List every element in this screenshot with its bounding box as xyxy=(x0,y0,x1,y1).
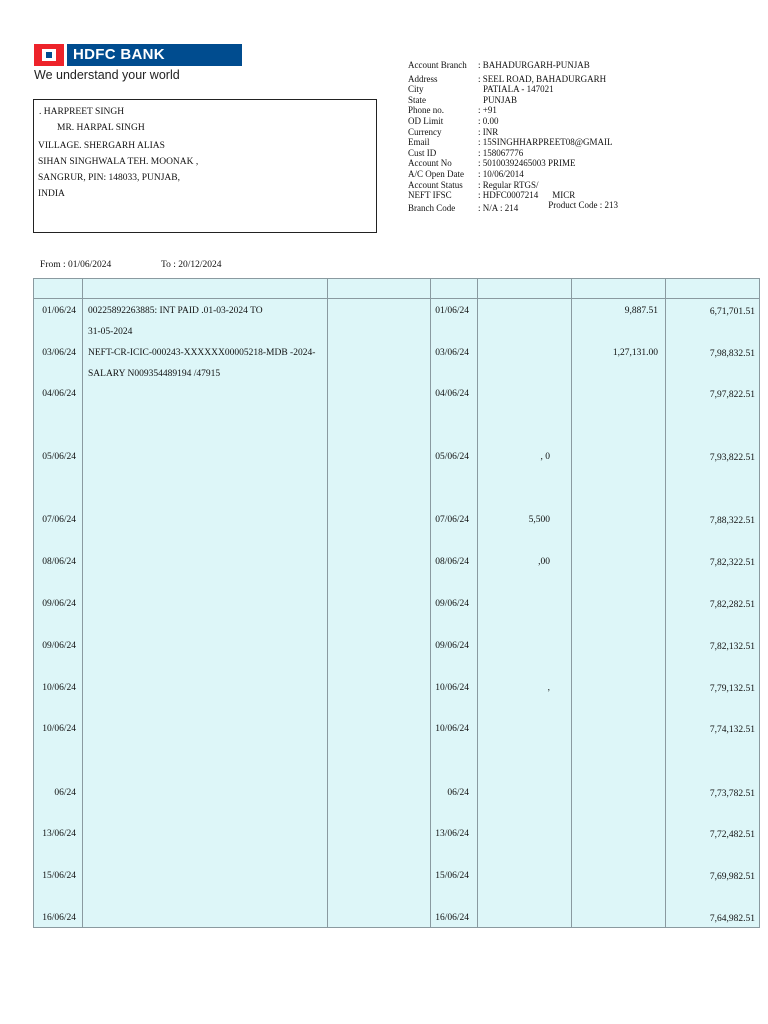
txn-balance: 7,74,132.51 xyxy=(709,725,755,735)
state-value: PUNJAB xyxy=(483,94,518,105)
currency-value: : INR xyxy=(478,126,499,137)
txn-date: 16/06/24 xyxy=(42,913,76,923)
txn-value-date: 08/06/24 xyxy=(435,557,469,567)
txn-balance: 7,72,482.51 xyxy=(709,830,755,840)
transactions-table xyxy=(33,278,760,928)
neft-ifsc-value: : HDFC0007214 xyxy=(478,190,539,201)
txn-date: 06/24 xyxy=(54,788,76,798)
address-line: INDIA xyxy=(38,189,65,199)
hdfc-logo-mark xyxy=(34,44,64,66)
txn-value-date: 10/06/24 xyxy=(435,683,469,693)
address-line: SIHAN SINGHWALA TEH. MOONAK , xyxy=(38,157,199,167)
open-date-value: : 10/06/2014 xyxy=(478,168,524,179)
account-status-value: : Regular RTGS/ xyxy=(478,179,539,190)
od-limit-value: : 0.00 xyxy=(478,115,499,126)
txn-value-date: 09/06/24 xyxy=(435,599,469,609)
account-status-label: Account Status xyxy=(408,179,463,190)
txn-value-date: 03/06/24 xyxy=(435,348,469,358)
txn-withdrawal: ,00 xyxy=(538,557,550,567)
txn-value-date: 15/06/24 xyxy=(435,871,469,881)
neft-ifsc-label: NEFT IFSC xyxy=(408,190,452,201)
customer-guardian: MR. HARPAL SINGH xyxy=(57,123,145,133)
address-label: Address xyxy=(408,73,438,84)
column-divider xyxy=(430,279,431,927)
period-to: To : 20/12/2024 xyxy=(161,260,222,270)
txn-value-date: 07/06/24 xyxy=(435,515,469,525)
txn-date: 09/06/24 xyxy=(42,641,76,651)
phone-label: Phone no. xyxy=(408,105,444,116)
txn-date: 07/06/24 xyxy=(42,515,76,525)
txn-balance: 7,93,822.51 xyxy=(709,453,755,463)
txn-deposit: 1,27,131.00 xyxy=(612,348,658,358)
address-value: : SEEL ROAD, BAHADURGARH xyxy=(478,73,607,84)
phone-value: : +91 xyxy=(478,105,497,116)
address-line: VILLAGE. SHERGARH ALIAS xyxy=(38,141,165,151)
txn-narration: 31-05-2024 xyxy=(88,327,133,337)
txn-narration: 00225892263885: INT PAID .01-03-2024 TO xyxy=(88,306,263,316)
table-header-row xyxy=(34,279,759,299)
account-branch-label: Account Branch xyxy=(408,60,467,70)
micr-label: MICR xyxy=(552,190,576,201)
column-divider xyxy=(571,279,572,927)
account-details xyxy=(408,60,618,213)
column-divider xyxy=(665,279,666,927)
txn-withdrawal: 5,500 xyxy=(528,515,550,525)
txn-date: 10/06/24 xyxy=(42,724,76,734)
city-label: City xyxy=(408,84,424,95)
period-from: From : 01/06/2024 xyxy=(40,260,112,270)
email-label: Email xyxy=(408,137,430,148)
branch-code-value: : N/A : 214 xyxy=(478,202,519,213)
txn-value-date: 13/06/24 xyxy=(435,829,469,839)
open-date-label: A/C Open Date xyxy=(408,168,464,179)
column-divider xyxy=(477,279,478,927)
txn-deposit: 9,887.51 xyxy=(624,306,658,316)
txn-value-date: 09/06/24 xyxy=(435,641,469,651)
customer-name: . HARPREET SINGH xyxy=(39,107,125,117)
txn-balance: 7,69,982.51 xyxy=(709,872,755,882)
hdfc-logo xyxy=(34,44,210,84)
city-value: PATIALA - 147021 xyxy=(483,84,554,95)
currency-label: Currency xyxy=(408,126,442,137)
txn-date: 08/06/24 xyxy=(42,557,76,567)
txn-balance: 7,73,782.51 xyxy=(709,789,755,799)
txn-value-date: 04/06/24 xyxy=(435,389,469,399)
txn-balance: 7,82,282.51 xyxy=(709,600,755,610)
txn-withdrawal: , 0 xyxy=(540,452,550,462)
txn-date: 03/06/24 xyxy=(42,348,76,358)
cust-id-value: : 158067776 xyxy=(478,147,524,158)
txn-date: 05/06/24 xyxy=(42,452,76,462)
txn-withdrawal: , xyxy=(547,683,550,693)
branch-code-label: Branch Code xyxy=(408,202,456,213)
txn-date: 15/06/24 xyxy=(42,871,76,881)
column-divider xyxy=(327,279,328,927)
txn-date: 13/06/24 xyxy=(42,829,76,839)
txn-value-date: 01/06/24 xyxy=(435,306,469,316)
txn-value-date: 10/06/24 xyxy=(435,724,469,734)
txn-balance: 7,98,832.51 xyxy=(709,349,755,359)
address-line: SANGRUR, PIN: 148033, PUNJAB, xyxy=(38,173,180,183)
txn-balance: 7,64,982.51 xyxy=(709,914,755,924)
product-code: Product Code : 213 xyxy=(548,199,619,210)
state-label: State xyxy=(408,94,426,105)
txn-balance: 7,88,322.51 xyxy=(709,516,755,526)
txn-value-date: 16/06/24 xyxy=(435,913,469,923)
txn-narration: NEFT-CR-ICIC-000243-XXXXXX00005218-MDB -2024- xyxy=(88,348,316,358)
txn-date: 09/06/24 xyxy=(42,599,76,609)
txn-value-date: 06/24 xyxy=(447,788,469,798)
customer-address-box xyxy=(33,99,377,233)
column-divider xyxy=(82,279,83,927)
email-value: : 15SINGHHARPREET08@GMAIL xyxy=(478,137,613,148)
bank-tagline: We understand your world xyxy=(34,68,180,82)
txn-balance: 7,82,322.51 xyxy=(709,558,755,568)
cust-id-label: Cust ID xyxy=(408,147,437,158)
txn-narration: SALARY N009354489194 /47915 xyxy=(88,369,221,379)
txn-balance: 7,82,132.51 xyxy=(709,642,755,652)
txn-value-date: 05/06/24 xyxy=(435,452,469,462)
txn-date: 10/06/24 xyxy=(42,683,76,693)
txn-date: 01/06/24 xyxy=(42,306,76,316)
txn-balance: 7,97,822.51 xyxy=(709,390,755,400)
od-limit-label: OD Limit xyxy=(408,115,444,126)
txn-date: 04/06/24 xyxy=(42,389,76,399)
txn-balance: 7,79,132.51 xyxy=(709,684,755,694)
account-no-label: Account No xyxy=(408,158,452,169)
txn-balance: 6,71,701.51 xyxy=(709,307,755,317)
account-no-value: : 50100392465003 PRIME xyxy=(478,158,576,169)
account-branch-value: : BAHADURGARH-PUNJAB xyxy=(478,60,590,70)
bank-name: HDFC BANK xyxy=(67,44,242,66)
